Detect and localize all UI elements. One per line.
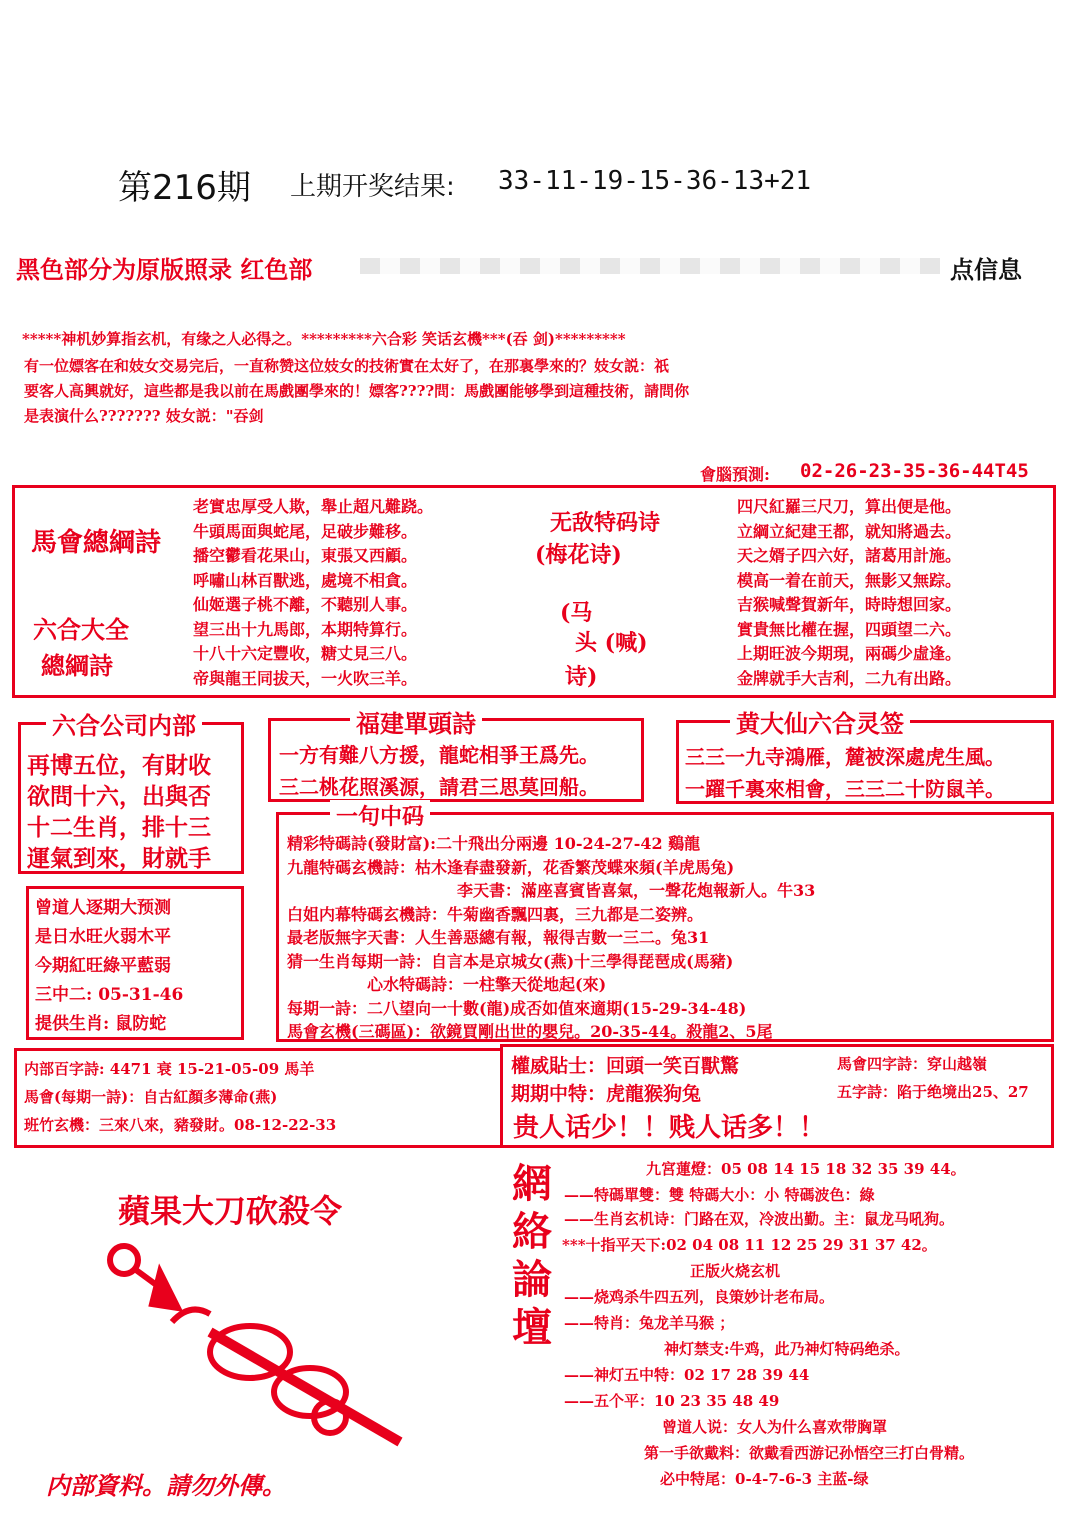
phrase-line: 心水特碼詩：一柱擎天從地起(來) [367,975,607,994]
company-line: 再博五位，有財收 [27,752,211,779]
company-lines [27,747,211,871]
forum-side-label [512,1160,552,1352]
forum-side-char: 網 [512,1160,552,1207]
center-title-2: (梅花诗) [535,542,622,568]
banzhu-mystery: 班竹玄機：三來八來，豬發財。08-12-22-33 [24,1116,337,1134]
poem-line: 模高一着在前天，無影又無踪。 [737,570,962,590]
notice-left: 黑色部分为原版照录 红色部 [16,256,313,284]
poem-line: 實貴無比權在握，四頭望二六。 [737,619,962,639]
forum-side-char: 論 [512,1256,552,1303]
phrase-line: 猜一生肖每期一詩：自言本是京城女(燕)十三學得琵琶成(馬豬) [287,951,734,971]
poem-line: 金牌就手大吉利，二九有出路。 [737,668,962,688]
poem-line: 十八十六定豐收，糖丈見三八。 [193,644,418,663]
forum-line: ——特肖：兔龙羊马猴 ； [564,1314,735,1332]
company-internal-box [18,722,244,874]
apple-sword-title: 蘋果大刀砍殺令 [118,1192,343,1230]
sword-icon [100,1232,440,1452]
prediction-value: 02-26-23-35-36-44T45 [800,460,1029,482]
right-poem [737,494,961,690]
forum-line: 必中特尾：0-4-7-6-3 主蓝-绿 [660,1470,869,1488]
slogan: 贵人话少！！贱人话多！！ [513,1113,826,1143]
poem-line: 牛頭馬面與蛇尾，足破步難移。 [193,521,418,541]
poem-line: 上期旺波今期現，兩碼少虛逢。 [737,644,962,663]
phrase-line: 九龍特碼玄機詩：枯木逢春盡發新，花香繁茂蝶來頻(羊虎馬兔) [287,857,735,877]
zeng-daoren-box [26,886,244,1040]
fujian-title: 福建單頭詩 [350,704,482,739]
poem-line: 播空鬱看花果山，東張又西顧。 [193,546,418,565]
mahui-four-word: 馬會四字詩：穿山越嶺 [837,1055,988,1073]
left-poem [193,494,433,690]
forum-line: 神灯禁支:牛鸡，此乃神灯特码绝杀。 [664,1340,910,1358]
forum-side-char: 壇 [512,1304,552,1351]
fujian-line-1: 一方有難八方援，龍蛇相爭王爲先。 [279,743,599,767]
forum-line: 正版火烧玄机 [690,1262,781,1280]
company-line: 運氣到來，財就手 [27,845,211,872]
left-title-2b: 總綱詩 [41,651,113,680]
main-poem-box [12,485,1056,698]
forum-line: ——神灯五中特：02 17 28 39 44 [564,1366,810,1384]
poem-line: 吉猴喊聲賀新年，時時想回家。 [737,595,962,614]
notice-right: 点信息 [950,256,1022,284]
phrase-line: 最老版無字天書：人生善惡總有報，報得吉數一三二。兔31 [287,928,710,947]
each-issue-special: 期期中特：虎龍猴狗兔 [511,1083,702,1105]
forum-line: ——特碼單雙：雙 特碼大小：小 特碼波色：綠 [564,1186,875,1204]
forum-line: 第一手欲戴料：欲戴看西游记孙悟空三打白骨精。 [644,1444,975,1462]
phrase-line: 白姐内幕特碼玄機詩：牛菊幽香飄四裏，三九都是二姿辨。 [287,904,704,924]
poem-line: 呼嘯山林百獸逃，處境不相貪。 [193,570,418,590]
poem-line: 天之婿子四六好，諸葛用計施。 [737,546,962,565]
intro-line-1: *****神机妙算指玄机，有缘之人必得之。*********六合彩 笑话玄機***(吞 剑)********* [22,330,626,348]
left-title-1: 馬會總綱詩 [31,528,162,558]
zeng-line: 是日水旺火弱木平 [35,927,171,947]
issue-number: 第216期 [118,168,251,208]
forum-line: ——生肖玄机诗：门路在双，冷波出勤。主：鼠龙马吼狗。 [564,1210,955,1228]
center-poem-a: (马 [560,600,593,626]
last-result-value: 33-11-19-15-36-13+21 [498,166,812,196]
poem-line: 仙姬選子桃不離，不聽别人事。 [193,595,418,614]
zeng-daoren-lines [35,893,183,1038]
center-title-1: 无敌特码诗 [550,510,661,536]
poem-line: 立綱立紀建王都，就知將過去。 [737,521,962,541]
zeng-line: 提供生肖: 鼠防蛇 [35,1014,167,1034]
forum-line: 九宮蓮燈：05 08 14 15 18 32 35 39 44。 [646,1160,966,1178]
forum-line: ***十指平天下:02 04 08 11 12 25 29 31 37 42。 [562,1236,937,1254]
forum-side-char: 絡 [512,1208,552,1255]
prediction-label: 會腦預測: [700,465,770,484]
huang-line-1: 三三一九寺鴻雁，麓被深處虎生風。 [685,745,1005,769]
authority-tip: 權威貼士：回頭一笑百獸驚 [511,1055,740,1077]
intro-line-3: 要客人高興就好，這些都是我以前在馬戲團學來的！嫖客????問：馬戲團能够學到這種技術，請問你 [24,382,690,400]
apple-footer: 内部資料。請勿外傳。 [46,1471,286,1500]
phrase-line: 每期一詩：二八望向一十數(龍)成否如值來適期(15-29-34-48) [287,998,747,1018]
intro-line-2: 有一位嫖客在和妓女交易完后，一直称赞这位妓女的技術實在太好了，在那裏學來的？妓女説：祇 [24,357,670,375]
zeng-line: 今期紅旺綠平藍弱 [35,956,171,976]
company-title: 六合公司内部 [46,706,202,741]
intro-line-4: 是表演什么??????? 妓女説："吞剑 [24,407,264,425]
phrase-line: 李天書：滿座喜賓皆喜氣，一聲花炮報新人。牛33 [457,881,816,900]
poem-line: 帝與龍王同拔天，一火吹三羊。 [193,668,418,688]
one-phrase-lines [287,831,815,1043]
company-line: 欲問十六，出與否 [27,783,211,810]
poem-line: 老實忠厚受人欺，舉止超凡難跷。 [193,497,434,516]
last-result-label: 上期开奖结果: [290,172,455,202]
fujian-line-2: 三二桃花照溪源，請君三思莫回船。 [279,775,599,799]
internal-hundred-poem: 内部百字詩: 4471 衰 15-21-05-09 馬羊 [24,1060,315,1078]
poem-line: 望三出十九馬郎，本期特算行。 [193,619,418,639]
zeng-line: 曾道人逐期大预测 [35,898,171,918]
forum-line: 曾道人说：女人为什么喜欢带胸罩 [662,1418,888,1436]
authority-tips-box [500,1044,1054,1148]
forum-line: ——烧鸡杀牛四五列，良策妙计老布局。 [564,1288,835,1306]
five-word-poem: 五字詩：陷于绝境出25、27 [837,1083,1029,1101]
mahui-yearly-poem: 馬會(每期一詩)：自古紅顏多薄命(燕) [24,1088,278,1106]
phrase-line: 馬會玄機(三碼區)：欲鏡買剛出世的嬰兒。20-35-44。殺龍2、5尾 [287,1022,773,1041]
huang-title: 黄大仙六合灵签 [730,704,910,739]
forum-line: ——五个平：10 23 35 48 49 [564,1392,780,1410]
center-poem-b: 头 (喊) [575,630,648,656]
notice-redaction-bar [360,258,940,274]
poem-line: 四尺紅羅三尺刀，算出便是他。 [737,497,962,516]
one-phrase-box [276,812,1054,1042]
center-poem-c: 诗) [565,664,598,690]
left-title-2a: 六合大全 [33,615,129,644]
huang-line-2: 一躍千裏來相會，三三二十防鼠羊。 [685,777,1005,801]
company-line: 十二生肖，排十三 [27,814,211,841]
zeng-line: 三中二: 05-31-46 [35,985,184,1005]
one-phrase-title: 一句中码 [330,800,430,831]
phrase-line: 精彩特碼詩(發財富):二十飛出分兩邊 10-24-27-42 鷄龍 [287,834,701,853]
